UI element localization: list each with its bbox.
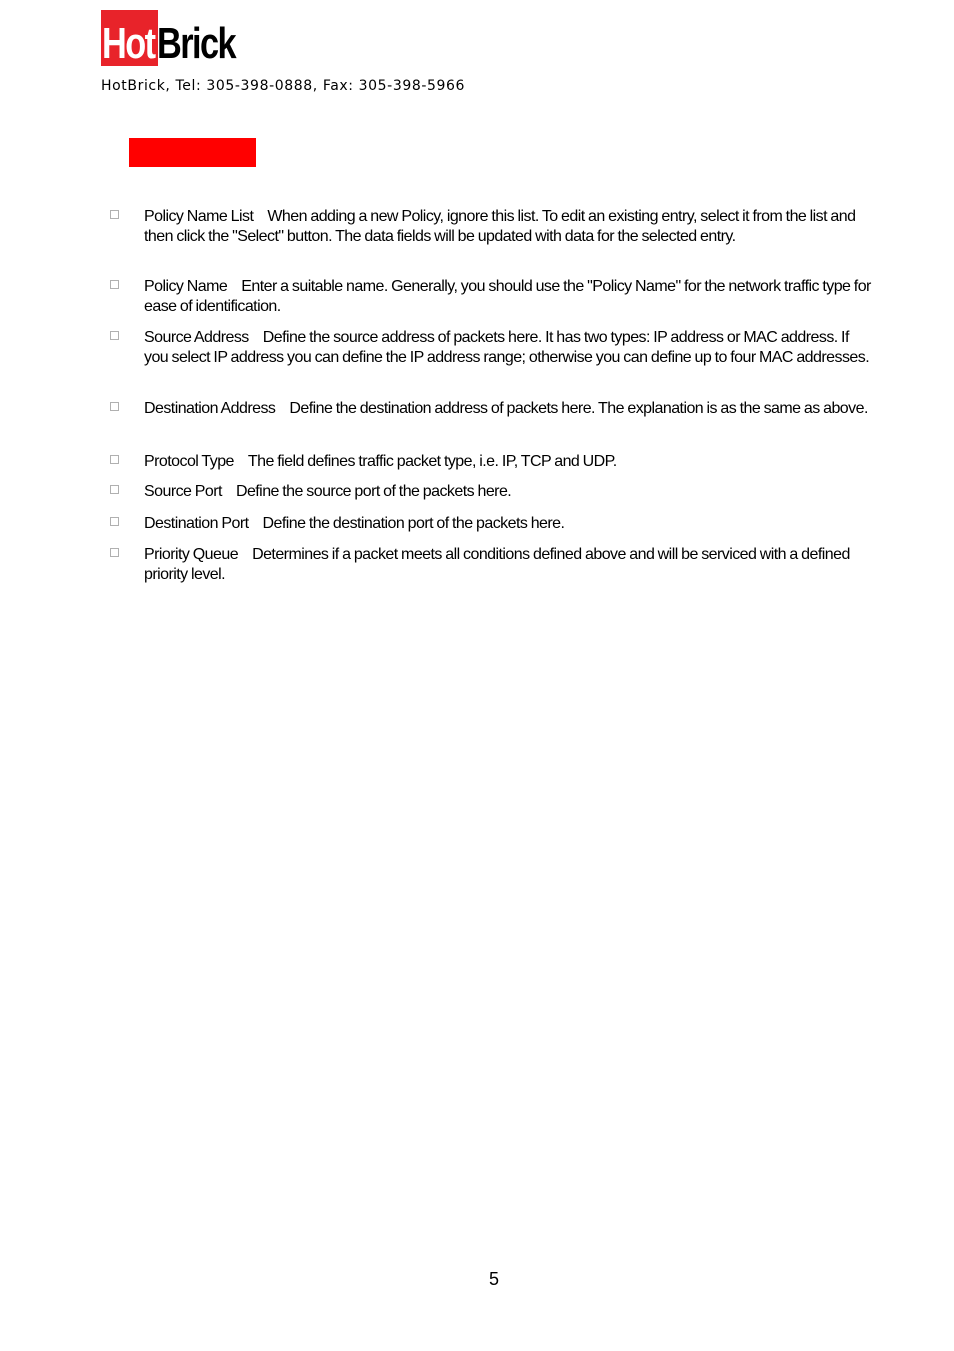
item-description: The field defines traffic packet type, i.e. IP, TCP and UDP.: [247, 453, 617, 470]
bullet-box-icon: [110, 485, 119, 494]
bullet-box-icon: [110, 455, 119, 464]
item-description: Define the source address of packets here. It has two types: IP address or MAC address. If you select IP address you can define the IP address range; otherwise you can define up to four MAC addresses.: [144, 329, 870, 366]
item-term: Protocol Type: [144, 453, 234, 470]
item-description: Define the destination address of packets here. The explanation is as the same as above.: [289, 400, 868, 417]
contact-line: HotBrick, Tel: 305-398-0888, Fax: 305-398-5966: [101, 78, 466, 94]
item-description: Define the source port of the packets here.: [235, 483, 512, 500]
hotbrick-logo: [101, 10, 257, 66]
item-term: Source Port: [144, 483, 222, 500]
item-description: When adding a new Policy, ignore this list. To edit an existing entry, select it from the list and then click the "Select" button. The data fields will be updated with data for the selected entry.: [144, 208, 856, 245]
item-text: [144, 399, 875, 419]
item-text: [144, 514, 875, 534]
item-text: [144, 328, 875, 367]
bullet-box-icon: [110, 280, 119, 289]
bullet-box-icon: [110, 548, 119, 557]
bullet-box-icon: [110, 331, 119, 340]
bullet-box-icon: [110, 517, 119, 526]
page-number: 5: [489, 1269, 500, 1289]
bullet-box-icon: [110, 402, 119, 411]
bullet-box-icon: [110, 210, 119, 219]
logo-hot-block: [101, 10, 158, 66]
item-description: Determines if a packet meets all conditions defined above and will be serviced with a defined priority level.: [144, 546, 850, 583]
item-text: [144, 277, 875, 316]
logo-brick-text: Brick: [157, 19, 236, 68]
item-text: [144, 452, 875, 472]
item-term: Destination Address: [144, 400, 276, 417]
item-term: Policy Name: [144, 278, 228, 295]
item-term: Destination Port: [144, 515, 249, 532]
item-term: Policy Name List: [144, 208, 254, 225]
item-description: Define the destination port of the packets here.: [262, 515, 565, 532]
item-text: [144, 207, 875, 246]
item-text: [144, 482, 875, 502]
logo-hot-text: Hot: [102, 19, 155, 66]
redacted-heading-block: [129, 138, 256, 167]
item-term: Priority Queue: [144, 546, 239, 563]
item-description: Enter a suitable name. Generally, you should use the "Policy Name" for the network traffic type for ease of identification.: [144, 278, 871, 315]
item-term: Source Address: [144, 329, 249, 346]
item-text: [144, 545, 875, 584]
